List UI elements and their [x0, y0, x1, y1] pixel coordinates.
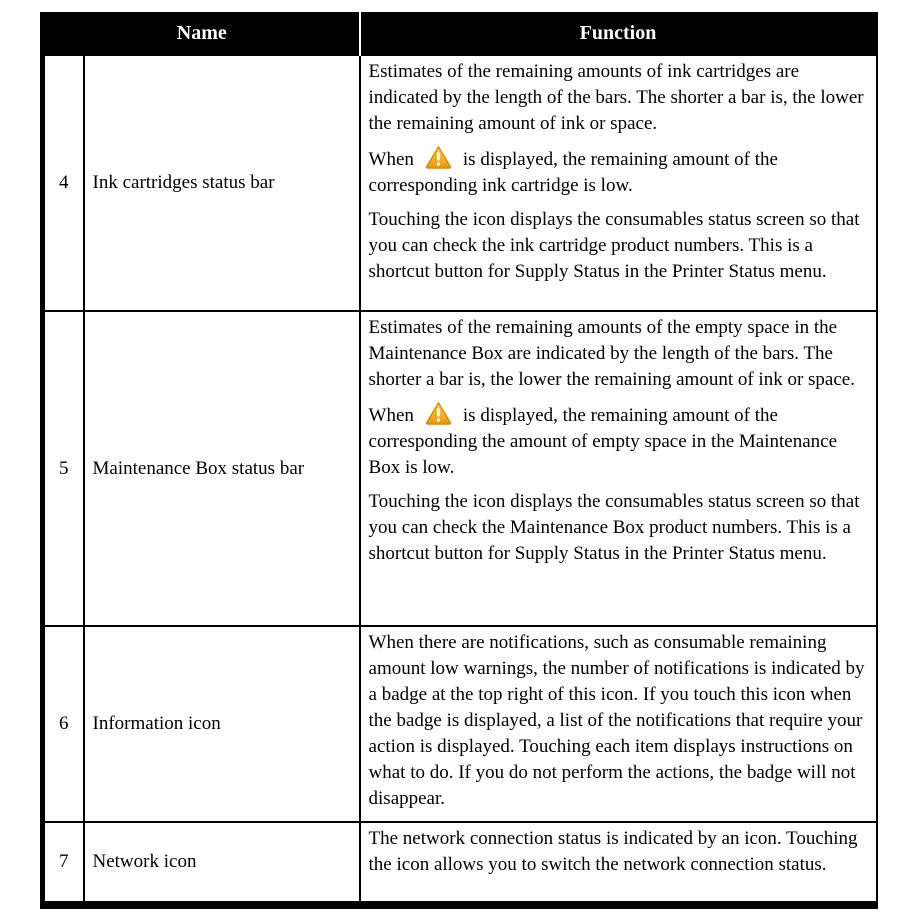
- table-row: [43, 626, 877, 822]
- row-function: [360, 822, 877, 905]
- function-paragraph-with-icon: [369, 145, 868, 199]
- table-header-row: [43, 12, 877, 55]
- function-paragraph-with-icon: [369, 401, 868, 481]
- table-row: [43, 55, 877, 311]
- function-paragraph: When there are notifications, such as consumable remaining amount low warnings, the number of notifications is indicated by a badge at the top right of this icon. If you touch this icon when the badge is displayed, a list of the notifications that require your action is displayed. Touching each item displays instructions on what to do. If you do not perform the actions, the badge will not disappear.: [368, 632, 865, 809]
- row-function: [360, 55, 877, 311]
- table-row: [43, 311, 877, 626]
- row-name: Ink cartridges status bar: [84, 55, 360, 311]
- row-number: 7: [43, 822, 84, 905]
- function-paragraph: The network connection status is indicated by an icon. Touching the icon allows you to switch the network connection status.: [368, 828, 858, 875]
- function-paragraph: Estimates of the remaining amounts of the empty space in the Maintenance Box are indicated by the length of the bars. The shorter a bar is, the lower the remaining amount of ink or space.: [368, 317, 855, 390]
- table-row: [43, 822, 877, 905]
- name-function-table: [40, 12, 878, 909]
- function-paragraph: Estimates of the remaining amounts of ink cartridges are indicated by the length of the bars. The shorter a bar is, the lower the remaining amount of ink or space.: [368, 61, 864, 134]
- warning-text-suffix: is displayed, the remaining amount of the corresponding ink cartridge is low.: [368, 149, 778, 196]
- warning-text-prefix: When: [368, 149, 414, 170]
- warning-triangle-icon: [425, 401, 452, 426]
- row-number: 6: [43, 626, 84, 822]
- column-header-name: Name: [43, 12, 360, 55]
- row-function: [360, 626, 877, 822]
- warning-text-prefix: When: [368, 405, 414, 426]
- function-paragraph: Touching the icon displays the consumables status screen so that you can check the ink cartridge product numbers. This is a shortcut button for Supply Status in the Printer Status menu.: [368, 209, 860, 282]
- row-name: Information icon: [84, 626, 360, 822]
- function-paragraph: Touching the icon displays the consumables status screen so that you can check the Maintenance Box product numbers. This is a shortcut button for Supply Status in the Printer Status menu.: [368, 491, 860, 564]
- row-number: 5: [43, 311, 84, 626]
- column-header-function: Function: [360, 12, 877, 55]
- row-function: [360, 311, 877, 626]
- warning-text-suffix: is displayed, the remaining amount of the corresponding the amount of empty space in the Maintenance Box is low.: [368, 405, 838, 478]
- row-name: Maintenance Box status bar: [84, 311, 360, 626]
- warning-triangle-icon: [425, 145, 452, 170]
- row-name: Network icon: [84, 822, 360, 905]
- row-number: 4: [43, 55, 84, 311]
